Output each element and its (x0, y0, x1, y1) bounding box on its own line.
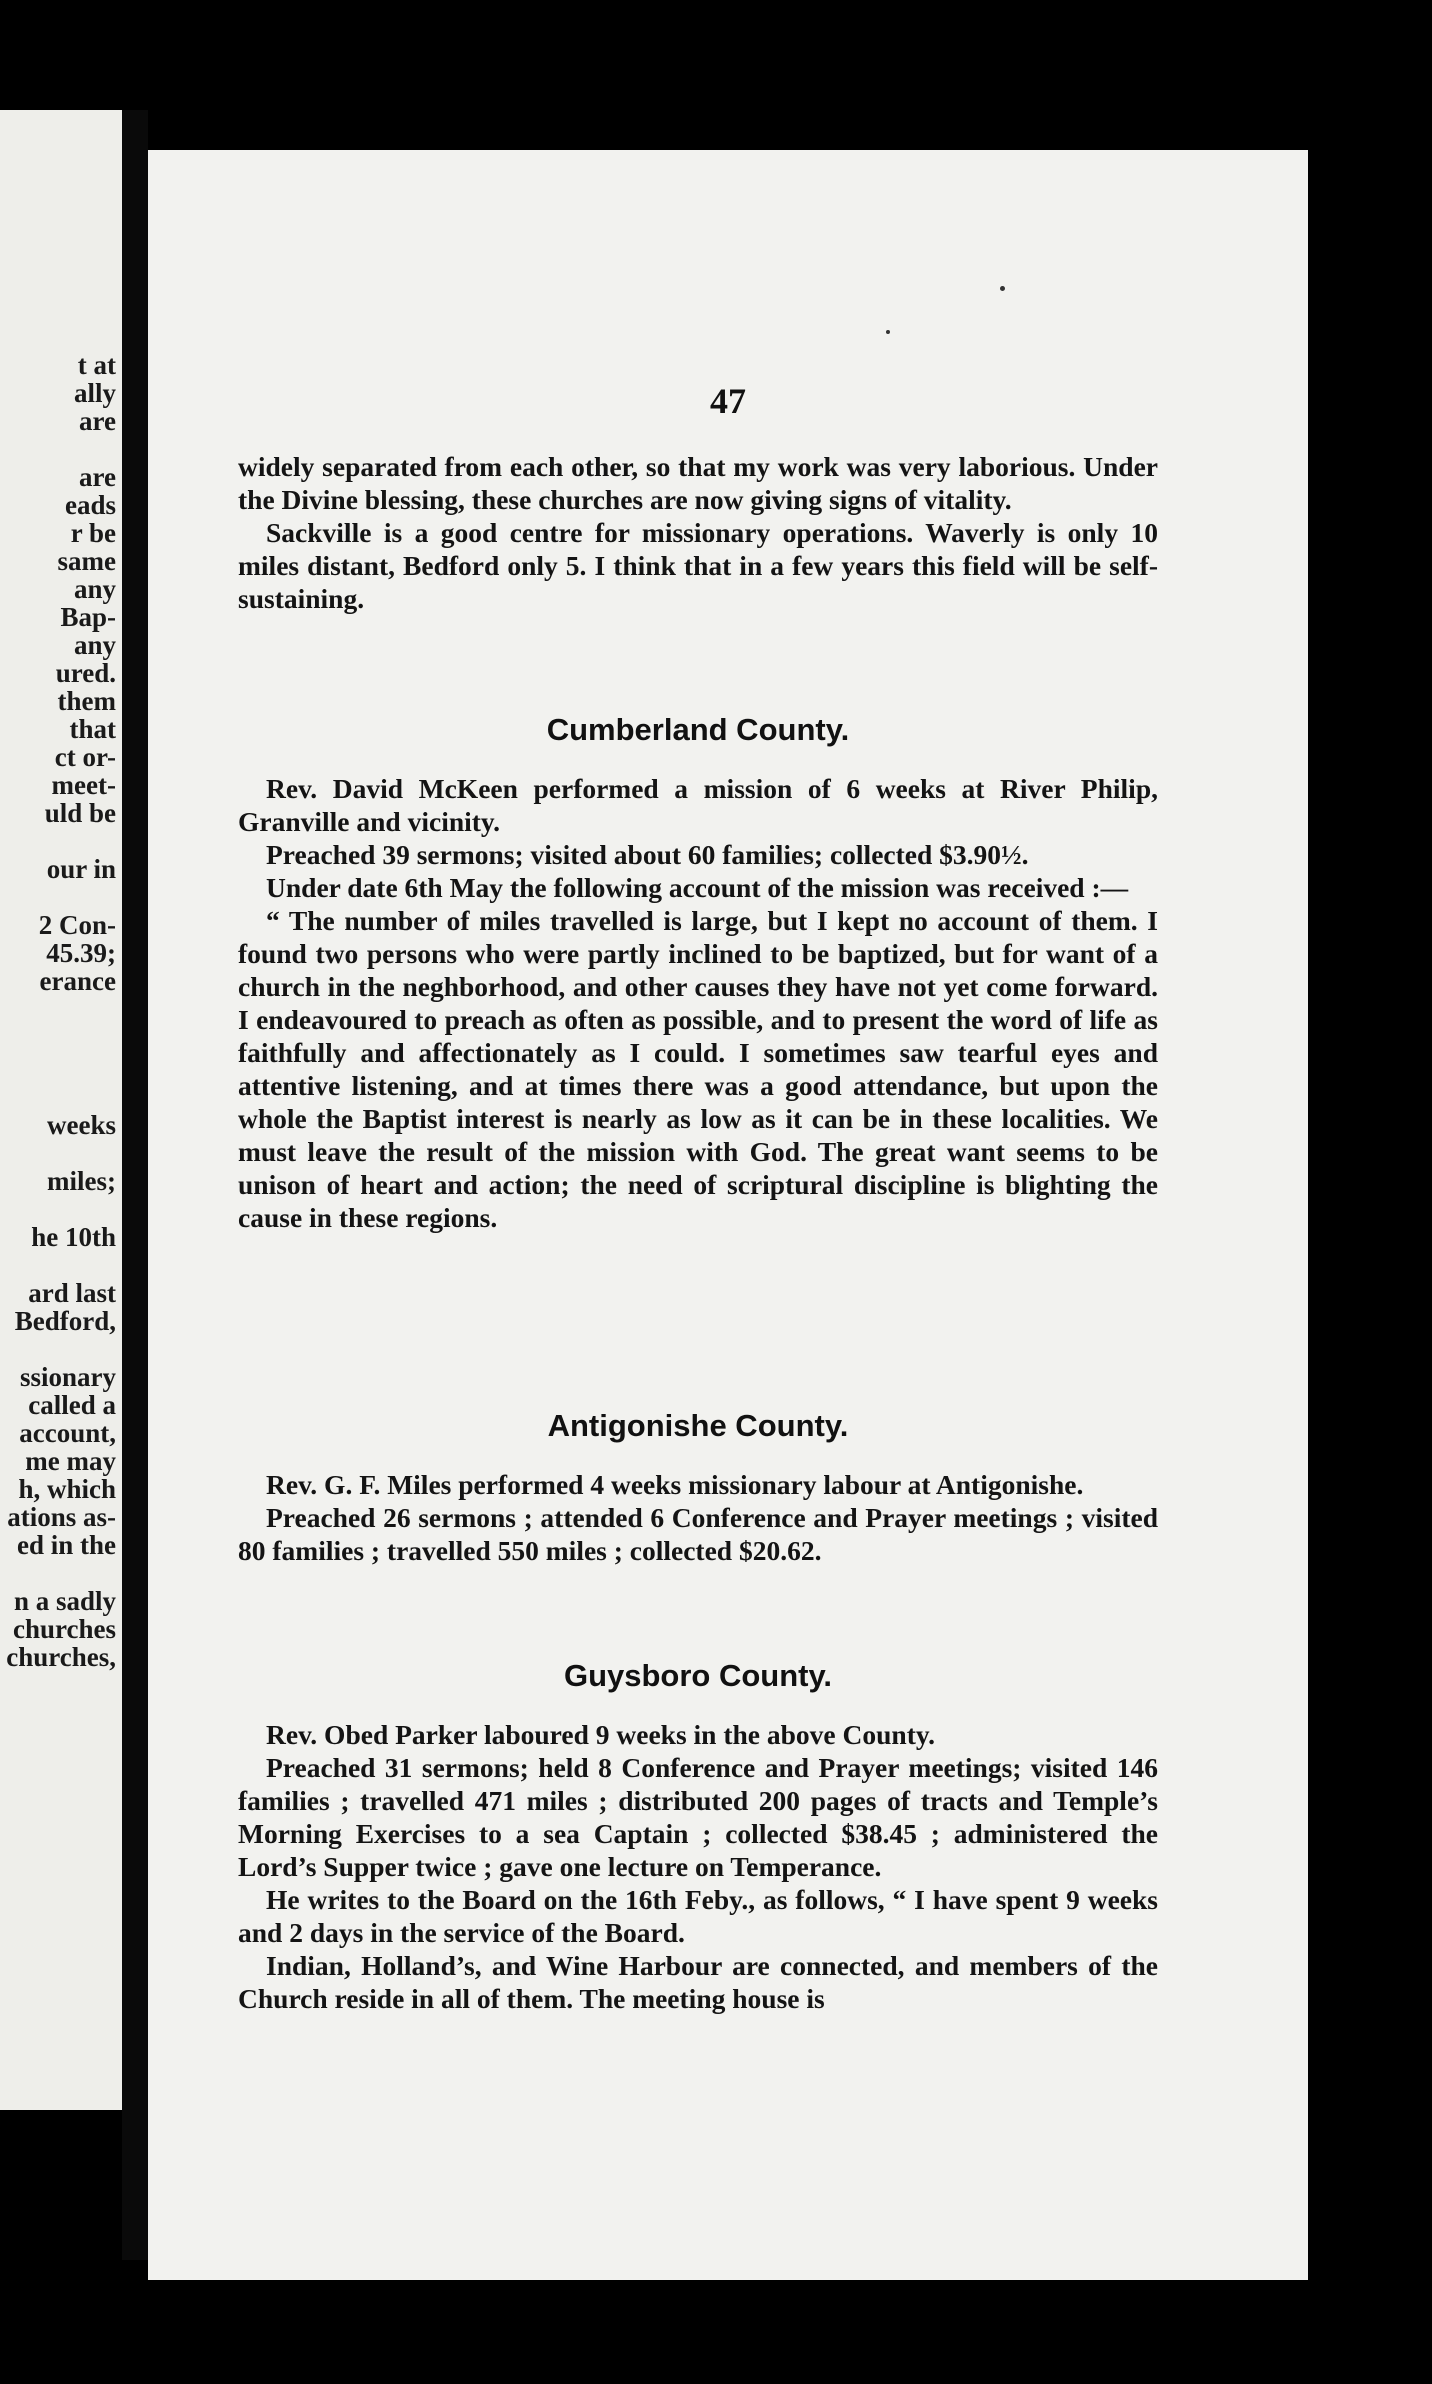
left-page-line: h, which (18, 1474, 116, 1504)
antigonishe-section (238, 1468, 1158, 1567)
section-heading-guysboro: Guysboro County. (563, 1658, 833, 1693)
book-spine (122, 110, 148, 2260)
quoted-letter: “ The number of miles travelled is large, but I kept no account of them. I found two persons who were partly inclined to be baptized, but for want of a church in the neghborhood, and other causes they have not yet come forward. I endeavoured to preach as often as possible, and to present the word of life as faithfully and affectionately as I could. I sometimes saw tearful eyes and attentive listening, and at times there was a good attendance, but upon the whole the Baptist interest is nearly as low as it can be in these localities. We must leave the result of the mission with God. The great want seems to be unison of heart and action; the need of scriptural discipline is blighting the cause in these regions. (238, 905, 1158, 1233)
left-page-line: t at (77, 350, 116, 380)
left-page-line: n a sadly (13, 1586, 116, 1616)
guysboro-section (238, 1718, 1158, 2015)
left-page-line: meet- (51, 770, 116, 800)
section-heading-antigonishe: Antigonishe County. (547, 1408, 849, 1443)
left-page-line: 2 Con- (38, 910, 116, 940)
left-page-line: eads (64, 490, 116, 520)
print-speck (886, 330, 890, 334)
left-page-line: ured. (55, 658, 116, 688)
left-page-line: ations as- (7, 1502, 116, 1532)
left-page-line: ssionary (19, 1362, 116, 1392)
left-page-line: any (73, 574, 116, 604)
left-page-line: ard last (28, 1278, 116, 1308)
paragraph: Preached 39 sermons; visited about 60 families; collected $3.90½. (266, 839, 1029, 870)
paragraph: Indian, Holland’s, and Wine Harbour are connected, and members of the Church reside in all of them. The meeting house is (238, 1950, 1158, 2014)
left-page-line: me may (25, 1446, 116, 1476)
print-speck (1000, 286, 1005, 291)
left-page-line: called a (28, 1390, 116, 1420)
left-page-line: uld be (44, 798, 116, 828)
left-page-line: account, (19, 1418, 116, 1448)
paragraph: Rev. David McKeen performed a mission of 6 weeks at River Philip, Granville and vicinity. (238, 773, 1158, 837)
left-page-line: weeks (47, 1110, 116, 1140)
left-page-line: same (57, 546, 116, 576)
page-number: 47 (710, 381, 746, 421)
left-page-line: churches (12, 1614, 116, 1644)
left-page-line: erance (39, 966, 116, 996)
paragraph: Preached 26 sermons ; attended 6 Conference and Prayer meetings ; visited 80 families ; travelled 550 miles ; collected $20.62. (238, 1502, 1158, 1566)
paragraph: widely separated from each other, so that my work was very laborious. Under the Divine blessing, these churches are now giving signs of vitality. (238, 451, 1158, 515)
left-page-line: our in (46, 854, 116, 884)
paragraph: Rev. G. F. Miles performed 4 weeks missionary labour at Antigonishe. (266, 1469, 1084, 1500)
left-page-line: are (79, 406, 116, 436)
left-page-line: any (73, 630, 116, 660)
intro-text (238, 450, 1158, 615)
left-page-fragment (0, 110, 122, 2110)
left-page-line: 45.39; (46, 938, 116, 968)
left-page-line: he 10th (31, 1222, 116, 1252)
section-heading-cumberland: Cumberland County. (546, 712, 850, 747)
cumberland-section (238, 772, 1158, 1234)
paragraph: Sackville is a good centre for missionary operations. Waverly is only 10 miles distant, Bedford only 5. I think that in a few years this field will be self-sustaining. (238, 517, 1158, 614)
left-page-line: r be (70, 518, 116, 548)
left-page-line: Bap- (60, 602, 116, 632)
left-page-line: churches, (6, 1642, 116, 1672)
paragraph: Preached 31 sermons; held 8 Conference and Prayer meetings; visited 146 families ; travelled 471 miles ; distributed 200 pages of tracts and Temple’s Morning Exercises to a sea Captain ; collected $38.45 ; administered the Lord’s Supper twice ; gave one lecture on Temperance. (238, 1752, 1158, 1882)
left-page-line: are (79, 462, 116, 492)
left-page-line: Bedford, (14, 1306, 116, 1336)
paragraph: Under date 6th May the following account of the mission was received :— (266, 872, 1129, 903)
left-page-line: ed in the (16, 1530, 116, 1560)
left-page-line: ally (73, 378, 116, 408)
left-page-line: them (57, 686, 116, 716)
paragraph: Rev. Obed Parker laboured 9 weeks in the above County. (266, 1719, 935, 1750)
left-page-line: that (69, 714, 116, 744)
left-page-line: miles; (47, 1166, 116, 1196)
paragraph: He writes to the Board on the 16th Feby., as follows, “ I have spent 9 weeks and 2 days in the service of the Board. (238, 1884, 1158, 1948)
page (148, 150, 1308, 2280)
left-page-line: ct or- (54, 742, 116, 772)
